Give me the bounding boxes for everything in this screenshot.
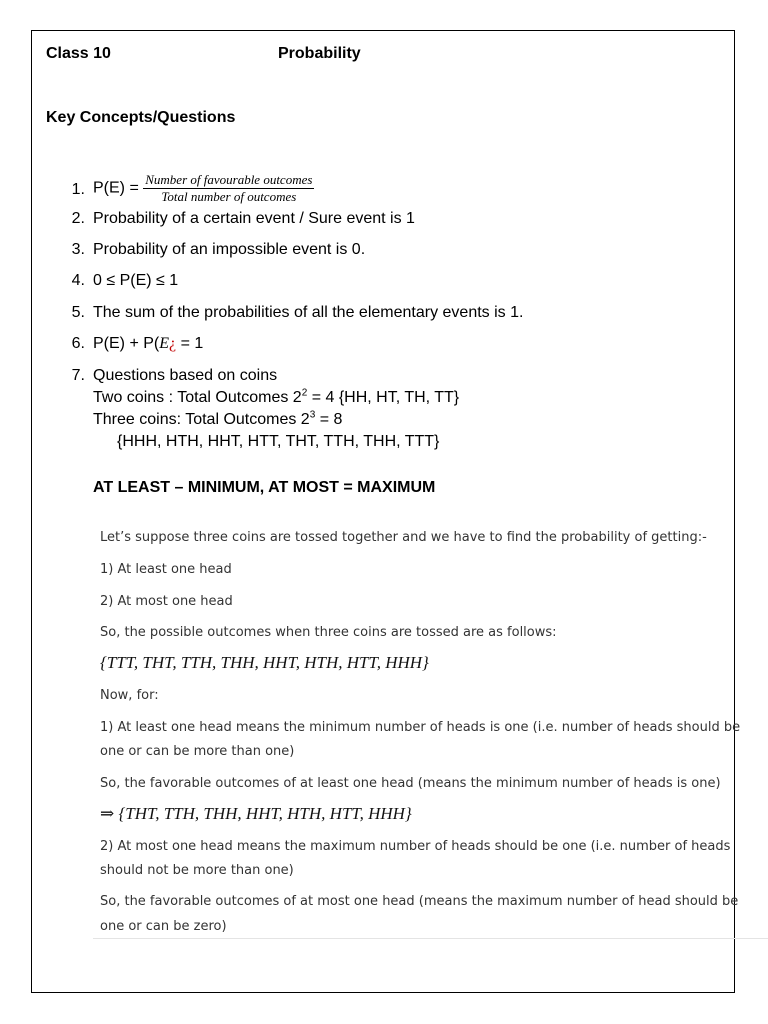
three-coins-prefix: Three coins: Total Outcomes 2	[93, 411, 310, 428]
list-item-5: The sum of the probabilities of all the elementary events is 1.	[93, 304, 524, 321]
fraction-numerator: Number of favourable outcomes	[145, 172, 313, 187]
answer-2-favorable: So, the favorable outcomes of at most one head (means the maximum number of head should be	[100, 894, 739, 909]
two-coins-exponent: 2	[301, 387, 308, 399]
answer-1-outcome-set: ⇒ {THT, TTH, THH, HHT, HTH, HTT, HHH}	[100, 804, 412, 823]
outcomes-intro: So, the possible outcomes when three coins are tossed are as follows:	[100, 625, 557, 640]
answer-1-line-1: 1) At least one head means the minimum number of heads is one (i.e. number of heads should be	[100, 720, 741, 735]
missing-glyph-mark: ¿	[169, 335, 177, 352]
fraction-denominator: Total number of outcomes	[161, 189, 297, 204]
list-number-7: 7.	[71, 367, 85, 384]
example-question-2: 2) At most one head	[100, 594, 233, 609]
section-divider	[93, 938, 768, 939]
list-number-4: 4.	[71, 272, 85, 289]
subject-title: Probability	[278, 45, 361, 62]
class-label: Class 10	[46, 45, 111, 62]
three-coins-exponent: 3	[309, 409, 316, 421]
section-title: Key Concepts/Questions	[46, 109, 236, 126]
list-item-2: Probability of a certain event / Sure event is 1	[93, 210, 415, 227]
three-coins-line	[93, 411, 342, 429]
three-coins-outcome-set: {HHH, HTH, HHT, HTT, THT, TTH, THH, TTT}	[117, 433, 440, 450]
list-number-3: 3.	[71, 241, 85, 258]
list-item-4: 0 ≤ P(E) ≤ 1	[93, 272, 179, 289]
outcomes-set: {TTT, THT, TTH, THH, HHT, HTH, HTT, HHH}	[100, 653, 429, 672]
probability-formula-prefix: P(E) =	[93, 179, 139, 197]
complement-suffix: = 1	[176, 335, 204, 352]
answer-2-line-1: 2) At most one head means the maximum number of heads should be one (i.e. number of heads	[100, 839, 731, 854]
two-coins-prefix: Two coins : Total Outcomes 2	[93, 389, 302, 406]
three-coins-suffix: = 8	[315, 411, 343, 428]
answer-1-favorable: So, the favorable outcomes of at least one head (means the minimum number of heads is one)	[100, 776, 721, 791]
list-item-1	[93, 172, 314, 205]
list-number-2: 2.	[71, 210, 85, 227]
probability-fraction	[143, 172, 314, 205]
two-coins-suffix: = 4 {HH, HT, TH, TT}	[307, 389, 460, 406]
list-item-6	[93, 335, 203, 353]
now-for-label: Now, for:	[100, 688, 159, 703]
answer-2-line-3: one or can be zero)	[100, 919, 227, 934]
list-number-1: 1.	[71, 181, 85, 198]
example-intro: Let’s suppose three coins are tossed together and we have to find the probability of getting:-	[100, 530, 707, 545]
e-complement-symbol: E	[159, 335, 170, 352]
list-item-3: Probability of an impossible event is 0.	[93, 241, 366, 258]
list-number-6: 6.	[71, 335, 85, 352]
list-number-5: 5.	[71, 304, 85, 321]
answer-1-line-2: one or can be more than one)	[100, 744, 295, 759]
example-question-1: 1) At least one head	[100, 562, 232, 577]
two-coins-line	[93, 389, 459, 407]
at-least-at-most-rule: AT LEAST – MINIMUM, AT MOST = MAXIMUM	[93, 479, 436, 496]
complement-prefix: P(E) + P(	[93, 335, 160, 352]
list-item-7-title: Questions based on coins	[93, 367, 278, 384]
answer-2-line-2: should not be more than one)	[100, 863, 294, 878]
